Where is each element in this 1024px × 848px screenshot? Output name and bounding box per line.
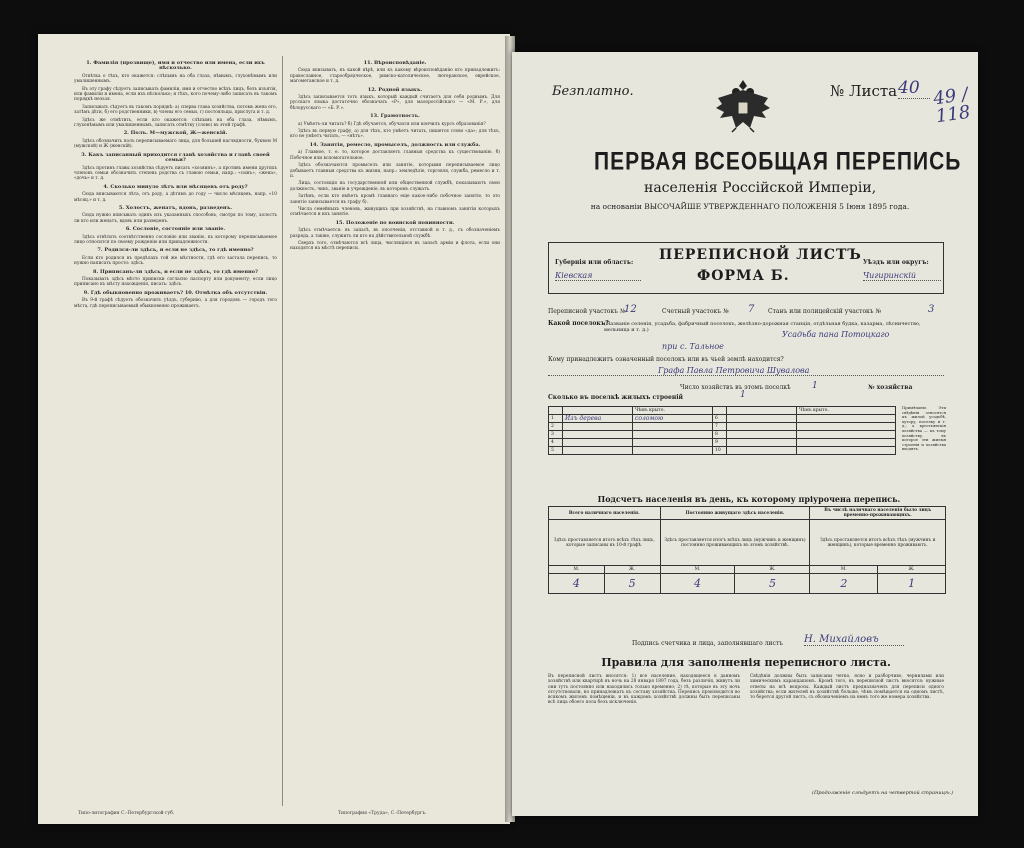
rules-column-b: Свѣдѣнія должны быть записаны четко, ясно и разборчиво, чернилами или химическимъ карандашомъ. Кромѣ того, въ переписной листъ вносятся: нужные ответы на всѣ вопросы. Каждый листъ предназначенъ для переписи одного хозяйства; если жителей въ хозяйствѣ больше, чѣмъ помѣщается на одномъ листѣ, то берется другой листъ, съ обозначеніемъ на немъ того же номера хозяйства. <box>750 674 944 701</box>
sheet-number-label: № Листа <box>830 82 898 100</box>
precinct-label: Переписной участокъ № <box>548 308 626 315</box>
row-number: 7 <box>713 423 727 431</box>
section-heading: 1. Фамилія (прозвище), имя и отчество или имена, если ихъ нѣсколько. <box>86 60 265 72</box>
row-number: 5 <box>549 447 563 455</box>
paragraph: Показывать здѣсь мѣсто приписки согласно паспорту или документу; если лицо приписано къ мѣсту нахожденія, писать: здѣсь. <box>74 277 277 288</box>
paragraph: Сюда вписываются лѣта, отъ роду, а дѣтямъ до году — число мѣсяцевъ, напр. «10 мѣсяц.» и т. д. <box>74 192 277 203</box>
count-title: Подсчетъ населенія въ день, къ которому пріурочена перепись. <box>597 494 901 504</box>
row-number: 1 <box>549 415 563 423</box>
table-row <box>549 447 896 455</box>
count-total-f: 5 <box>604 574 660 594</box>
count-temporary-f: 1 <box>878 574 946 594</box>
document-title: ПЕРВАЯ ВСЕОБЩАЯ ПЕРЕПИСЬ <box>594 148 962 176</box>
province-label: Губернія или область: <box>555 259 634 266</box>
count-header-permanent: Постоянно живущаго здѣсь населенія. <box>660 507 810 520</box>
left-page-column-a <box>74 58 277 311</box>
footer-left: Типо-литография С.-Петербургской губ. <box>78 811 175 816</box>
free-label: Безплатно. <box>552 84 634 99</box>
empty-cell <box>727 415 797 423</box>
table-row <box>549 439 896 447</box>
count-precinct-value: 7 <box>748 304 755 315</box>
empty-cell <box>727 439 797 447</box>
margin-handwritten-marks: 49 / 118 <box>932 83 972 128</box>
row-number: 6 <box>713 415 727 423</box>
empty-cell <box>797 439 896 447</box>
sheet-number-value: 40 <box>898 78 930 99</box>
population-count-table <box>548 506 946 594</box>
sex-m-header: М. <box>810 566 878 574</box>
settlement-extra: при с. Тальное <box>662 342 724 351</box>
section-heading: 3. Какъ записанный приходится главѣ хозяйства и главѣ своей семьи? <box>81 151 270 164</box>
legal-basis: на основаніи ВЫСОЧАЙШЕ УТВЕРЖДЕННАГО ПОЛОЖЕНІЯ 5 Іюня 1895 года. <box>590 202 910 211</box>
sex-m-header: М. <box>660 566 735 574</box>
owner-label: Кому принадлежитъ означенный поселокъ или въ чьей землѣ находится? <box>548 356 784 363</box>
rules-column-a: Въ переписной листъ вносятся: 1) все население, находящееся в данномъ хозяйствѣ или квартирѣ въ ночь на 28 января 1897 года, безъ различія, живутъ ли они тутъ постоянно или находились только временно; 2) тѣ, которые въ эту ночь отсутствовали, но принадлежатъ къ составу хозяйства. Перепись производится во всякомъ жиломъ помѣщеніи, и въ каждомъ хозяйствѣ должны быть переписаны всѣ лица обоего пола безъ исключенія. <box>548 674 740 706</box>
empty-cell <box>797 431 896 439</box>
paragraph: Сюда нужно вписывать одинъ изъ указанныхъ способовъ, смотря по тому, холостъ ли кто или женатъ, вдовъ или разведенъ. <box>74 213 277 224</box>
section-heading: 6. Сословіе, состояніе или званіе. <box>125 226 226 233</box>
paragraph: Здѣсь же отмѣтить, если кто окажется: слѣпымъ на оба глаза, нѣмымъ, глухонѣмымъ или умалишеннымъ, записать отмѣтку (слово) въ этой графѣ. <box>74 117 277 129</box>
paragraph: Здѣсь обозначить полъ переписываемаго лица, для большей наглядности, буквою М (мужской) и Ж (женскій). <box>74 138 277 150</box>
count-desc-total: Здѣсь проставляется итогъ всѣхъ тѣхъ лицъ, которые записаны въ 10-й графѣ. <box>549 520 661 566</box>
section-heading: 15. Положеніе по воинской повинности. <box>335 219 455 226</box>
section-heading: 11. Вѣроисповѣданіе. <box>363 60 427 66</box>
sex-f-header: Ж. <box>878 566 946 574</box>
household-count-label: Число хозяйствъ въ этомъ поселкѣ <box>680 384 791 391</box>
buildings-value: 1 <box>740 390 746 400</box>
right-page <box>512 52 978 816</box>
form-title: ФОРМА Б. <box>697 268 790 284</box>
footer-right: Типография «Труда», С.-Петербургъ. <box>338 811 427 816</box>
sheet-title: ПЕРЕПИСНОЙ ЛИСТЪ <box>659 247 862 263</box>
household-count-value: 1 <box>812 381 818 391</box>
roof-material: соломою <box>633 415 713 423</box>
rules-continuation: (Продолженіе слѣдуетъ на четвертой страницѣ.) <box>812 790 954 796</box>
table-row <box>549 415 896 423</box>
count-permanent-m: 4 <box>660 574 735 594</box>
section-heading: 7. Родился-ли здѣсь, и если не здѣсь, то гдѣ именно? <box>97 247 254 254</box>
paragraph: Въ эту графу сѣдуетъ записывать фамиліи, имя и отчество всѣхъ лицъ, безъ изъятія, или фамиліи и имена, если ихъ нѣсколько; и тѣхъ, кого почему-либо записать въ такомъ порядкѣ нельзя. <box>74 86 277 103</box>
count-desc-temporary: Здѣсь проставляется итогъ всѣхъ тѣхъ (мужчинъ и женщинъ), которые временно проживаютъ. <box>810 520 946 566</box>
paragraph: а) Главное, т. е. то, которое доставляетъ главныя средства къ существованію. б) Побочное или вспомогательное. <box>290 150 500 161</box>
paragraph: Отвѣтка о тѣхъ, кто окажется: слѣпымъ на оба глаза, нѣмымъ, глухонѣмымъ или умалишеннымъ. <box>74 73 277 85</box>
paragraph: Здѣсь обозначаются промыселъ или занятіе, которыми переписываемое лицо добываетъ главныя средства къ жизни, напр.: земледѣліе, торговля, служба, ремесло и т. п. <box>290 163 500 179</box>
paragraph: Здѣсь противъ главы хозяйства сѣдуетъ писать «хозяинъ», а противъ имени другихъ членовъ семьи обозначить степень родства съ главою семьи, напр.: «сынъ», «жена», «дочь» и т. д. <box>74 165 277 182</box>
household-number-label: № хозяйства <box>868 384 913 391</box>
roof-material <box>633 423 713 431</box>
signature-label: Подпись счетчика и лица, заполнявшаго листъ <box>632 640 783 647</box>
empty-cell <box>727 431 797 439</box>
roof-material <box>633 447 713 455</box>
sex-m-header: М. <box>549 566 605 574</box>
count-precinct-label: Счетный участокъ № <box>662 308 729 315</box>
building-material <box>563 423 633 431</box>
owner-value: Графа Павла Петровича Шувалова <box>548 366 944 376</box>
count-header-temporary: Въ числѣ наличнаго населенія было лицъ временно-проживающихъ. <box>810 507 946 520</box>
row-number: 9 <box>713 439 727 447</box>
roof-material <box>633 431 713 439</box>
empty-cell <box>797 447 896 455</box>
rules-title: Правила для заполненія переписного листа. <box>601 656 891 669</box>
empty-cell <box>797 415 896 423</box>
paragraph: Здѣсь въ первую графу, а) для тѣхъ, кто умѣетъ читать, пишется слово «да»; для тѣхъ, кто не умѣетъ читать, — «нѣтъ». <box>290 129 500 140</box>
police-precinct-value: 3 <box>928 304 935 315</box>
section-heading: 5. Холостъ, женатъ, вдовъ, разведенъ. <box>118 204 233 211</box>
row-number: 10 <box>713 447 727 455</box>
table-row <box>549 431 896 439</box>
paragraph: Записывать сѣдуетъ въ такомъ порядкѣ: а) сперва глава хозяйства, потомъ жена его, затѣмъ дѣти, б) его родственники, в) члены его семьи, г) постояльцы, прислуга и т. д. <box>74 104 277 116</box>
roof-material <box>633 439 713 447</box>
province-value: Кіевская <box>555 271 641 281</box>
count-permanent-f: 5 <box>735 574 810 594</box>
settlement-label: Какой поселокъ? <box>548 320 609 327</box>
form-header-box <box>548 242 944 294</box>
section-heading: 8. Приписанъ-ли здѣсь, и если не здѣсь, то гдѣ именно? <box>93 268 258 275</box>
signature-value: Н. Михайловъ <box>804 634 904 646</box>
residential-note: Примѣчаніе. Эти свѣдѣнія относятся къ жилой усадьбѣ, хутору, поселку и т. д.; а крестьянскія хозяйства — къ тому хозяйству, въ которое эти жилыя строенія и хозяйства входятъ. <box>902 405 946 452</box>
count-desc-permanent: Здѣсь проставляется итогъ всѣхъ лицъ (мужчинъ и женщинъ) постоянно проживающихъ въ этомъ хозяйствѣ. <box>660 520 810 566</box>
left-page <box>38 34 510 824</box>
table-header-row <box>549 407 896 415</box>
building-material <box>563 447 633 455</box>
paragraph: а) Умѣетъ-ли читать? б) Гдѣ обучается, обучался или кончилъ курсъ образованія? <box>298 121 486 127</box>
imperial-eagle-emblem <box>712 76 774 134</box>
precinct-value: 12 <box>624 304 637 315</box>
paragraph: Здѣсь отмѣчается: въ запасѣ, въ ополченіи, отставной и т. д., съ обозначеніемъ разряда, а также, служитъ ли кто на дѣйствительной службѣ. <box>290 228 500 239</box>
section-heading: 13. Грамотность. <box>370 113 420 120</box>
count-temporary-m: 2 <box>810 574 878 594</box>
table-row <box>549 423 896 431</box>
section-heading: 2. Полъ. М—мужской, Ж—женскій. <box>123 130 228 137</box>
district-label: Уѣздъ или округъ: <box>863 259 929 266</box>
paragraph: Если кто родился въ предѣлахъ той же мѣстности, гдѣ его застала перепись, то нужно написать просто: здѣсь. <box>74 255 277 267</box>
paragraph: Сверхъ того, отмѣчаются всѣ лица, числящіяся въ запасѣ армiи и флота, если они находятся на мѣстѣ переписи. <box>290 240 500 252</box>
district-value: Чигиринскій <box>863 271 941 281</box>
roof-header-b: Чѣмъ крыто. <box>797 407 896 415</box>
residential-buildings-table <box>548 406 896 455</box>
row-number: 4 <box>549 439 563 447</box>
empty-cell <box>727 423 797 431</box>
buildings-label: Сколько въ поселкѣ жилыхъ строеній <box>548 394 683 401</box>
left-page-column-b <box>290 58 500 254</box>
section-heading: 4. Сколько минуло лѣтъ или мѣсяцевъ отъ роду? <box>103 183 248 190</box>
paragraph: Здѣсь отвѣтить соотвѣтственно сословію или званію, къ которому переписываемое лицо относится по своему рожденію или принадлежности. <box>74 234 277 245</box>
building-material <box>563 431 633 439</box>
section-heading: 14. Занятія, ремесло, промыселъ, должность или служба. <box>309 141 481 148</box>
settlement-description: (Названіе селенія, усадьба, фабричный поселокъ, желѣзно-дорожная станція, отдѣльная будка, казарма, лѣсничество, мельница и т. д.) <box>604 321 921 333</box>
sex-f-header: Ж. <box>735 566 810 574</box>
building-material <box>563 439 633 447</box>
paragraph: Сюда вписывать, къ какой вѣрѣ, или къ какому вѣроисповѣданію кто принадлежитъ: православное, старообрядческое, римско-католическое, лютеранское, еврейское, магометанское и т. д. <box>290 68 500 85</box>
building-material: Изъ дерева <box>563 415 633 423</box>
paragraph: Лица, состоящія на государственной или общественной службѣ, показываютъ свою должность, чинъ, званіе и учрежденіе, въ которомъ служатъ. <box>290 181 500 192</box>
empty-cell <box>727 447 797 455</box>
section-heading: 12. Родной языкъ. <box>367 86 423 93</box>
document-subtitle: населенія Россійской Имперіи, <box>644 180 877 196</box>
settlement-value: Усадьба пана Потоцкаго <box>782 330 890 339</box>
count-header-total: Всего наличнаго населенія. <box>549 507 661 520</box>
paragraph: Въ 9-й графѣ сѣдуетъ обозначить уѣздъ, губернію, а для городовъ — городъ того мѣста, гдѣ переписываемый обыкновенно проживаетъ. <box>74 298 277 309</box>
paragraph: Затѣмъ, если кто имѣетъ кромѣ главнаго еще какое-либо побочное занятіе, то это занятіе записывается въ графу б). <box>290 194 500 205</box>
row-number: 3 <box>549 431 563 439</box>
section-heading: 9. Гдѣ обыкновенно проживаетъ? 10. Отмѣтка объ отсутствіи. <box>83 289 268 296</box>
row-number: 2 <box>549 423 563 431</box>
paragraph: Числа семейныхъ членовъ, живущихъ при хозяйствѣ, на главномъ занятіи которыхъ отмѣчается и ихъ занятіе. <box>290 206 500 218</box>
empty-cell <box>797 423 896 431</box>
roof-header-a: Чѣмъ крыто. <box>633 407 713 415</box>
row-number: 8 <box>713 431 727 439</box>
sex-f-header: Ж. <box>604 566 660 574</box>
paragraph: Здѣсь записывается тотъ языкъ, который каждый считаетъ для себя роднымъ. Для русскаго языка достаточно обозначать «Р», для малороссійскаго — «М. Р.», для бѣлорусскаго — «Б. Р.». <box>290 95 500 111</box>
police-precinct-label: Станъ или полицейскій участокъ № <box>768 308 882 315</box>
count-total-m: 4 <box>549 574 605 594</box>
column-divider <box>282 56 283 806</box>
